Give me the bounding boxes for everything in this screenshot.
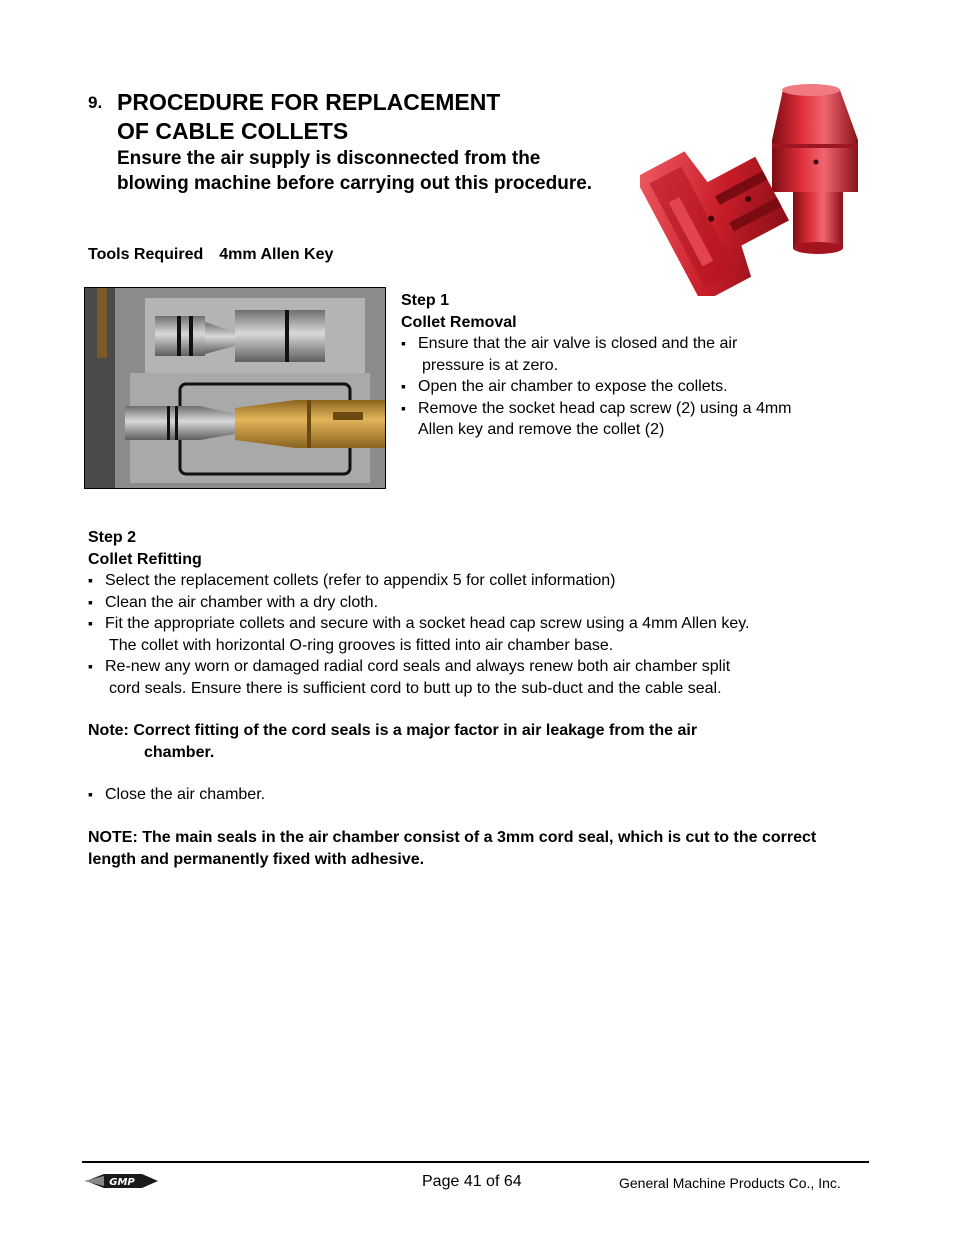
page-title: [117, 88, 617, 146]
step-1-subheading: Collet Removal: [401, 313, 517, 331]
step-2-subheading: Collet Refitting: [88, 550, 202, 568]
list-item-text: Remove the socket head cap screw (2) using a 4mm: [418, 399, 792, 417]
step-2: [88, 527, 878, 699]
step-1-heading: Step 1: [401, 292, 450, 309]
section-number: 9.: [88, 93, 103, 112]
tools-required: [88, 246, 333, 264]
list-item: [401, 376, 871, 398]
list-item: [88, 613, 878, 656]
red-collets-image: [640, 84, 872, 296]
tools-label: Tools Required: [88, 246, 204, 263]
title-line-2: OF CABLE COLLETS: [117, 118, 349, 144]
step-1: [401, 290, 871, 441]
step-2-list: [88, 570, 878, 699]
tools-value: 4mm Allen Key: [219, 246, 334, 263]
list-item: [88, 656, 878, 699]
list-item: [88, 570, 878, 592]
step-1-list: [401, 333, 871, 441]
list-item-text: Clean the air chamber with a dry cloth.: [105, 593, 379, 611]
page-number: Page 41 of 64: [422, 1173, 522, 1190]
list-item-continuation: pressure is at zero.: [422, 356, 559, 374]
list-item-text: Ensure that the air valve is closed and the air: [418, 335, 738, 352]
close-step-list: [88, 784, 265, 806]
list-item: [88, 592, 878, 614]
air-chamber-image: [84, 287, 386, 489]
footer-divider: [82, 1161, 869, 1163]
title-line-1: PROCEDURE FOR REPLACEMENT: [117, 89, 501, 115]
company-name: General Machine Products Co., Inc.: [619, 1175, 841, 1191]
safety-warning: Ensure the air supply is disconnected from the blowing machine before carrying out this procedure.: [117, 148, 593, 194]
main-seal-note: NOTE: The main seals in the air chamber consist of a 3mm cord seal, which is cut to the correct length and permanently fixed with adhesive.: [88, 829, 817, 868]
logo-text: GMP: [109, 1177, 135, 1188]
list-item: [401, 333, 871, 376]
list-item-text: Fit the appropriate collets and secure with a socket head cap screw using a 4mm Allen key.: [105, 615, 750, 632]
list-item: [88, 784, 265, 806]
list-item: [401, 398, 871, 441]
list-item-text: Select the replacement collets (refer to appendix 5 for collet information): [105, 572, 616, 589]
list-item-continuation: The collet with horizontal O-ring grooves is fitted into air chamber base.: [109, 636, 614, 654]
list-item-continuation: Allen key and remove the collet (2): [418, 421, 665, 438]
seal-note-line-1: Note: Correct fitting of the cord seals is a major factor in air leakage from the air: [88, 722, 698, 739]
seal-note-line-2: chamber.: [144, 743, 215, 761]
list-item-text: Open the air chamber to expose the collets.: [418, 378, 728, 395]
step-2-heading: Step 2: [88, 529, 137, 546]
list-item-text: Re-new any worn or damaged radial cord seals and always renew both air chamber split: [105, 658, 731, 675]
seal-note: [88, 720, 848, 763]
list-item-text: Close the air chamber.: [105, 786, 266, 803]
list-item-continuation: cord seals. Ensure there is sufficient cord to butt up to the sub-duct and the cable seal.: [109, 679, 722, 697]
gmp-logo: [82, 1170, 160, 1192]
